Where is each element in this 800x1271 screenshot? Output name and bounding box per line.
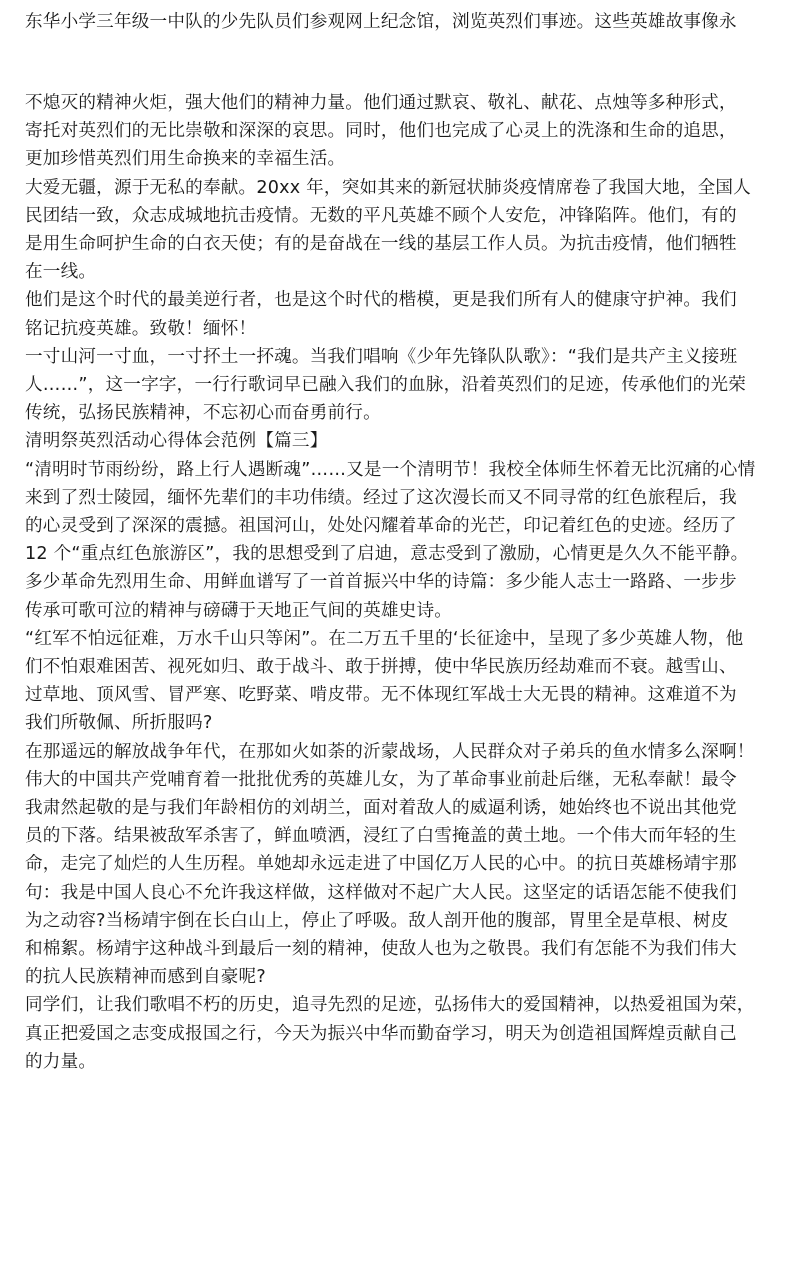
text-line: 我肃然起敬的是与我们年龄相仿的刘胡兰，面对着敌人的威逼利诱，她始终也不说出其他党 — [25, 798, 737, 818]
text-line: 来到了烈士陵园，缅怀先辈们的丰功伟绩。经过了这次漫长而又不同寻常的红色旅程后，我 — [25, 487, 737, 508]
text-line: 的抗人民族精神而感到自豪呢? — [25, 967, 266, 988]
text-line: 的心灵受到了深深的震撼。祖国河山，处处闪耀着革命的光芒，印记着红色的史迹。经历了 — [25, 516, 737, 536]
text-line: 我们所敬佩、所折服吗? — [25, 713, 213, 734]
text-line: 更加珍惜英烈们用生命换来的幸福生活。 — [25, 149, 346, 170]
text-line: 们不怕艰难困苦、视死如归、敢于战斗、敢于拼搏，使中华民族历经劫难而不衰。越雪山、 — [25, 657, 737, 677]
text-line: 多少革命先烈用生命、用鲜血谱写了一首首振兴中华的诗篇：多少能人志士一路路、一步步 — [25, 572, 737, 593]
text-line: 他们是这个时代的最美逆行者，也是这个时代的楷模，更是我们所有人的健康守护神。我们 — [25, 290, 737, 311]
text-line: 命，走完了灿烂的人生历程。单她却永远走进了中国亿万人民的心中。的抗日英雄杨靖宇那 — [25, 854, 737, 875]
text-line: 过草地、顶风雪、冒严寒、吃野菜、啃皮带。无不体现红军战士大无畏的精神。这难道不为 — [25, 685, 737, 706]
text-line: 员的下落。结果被敌军杀害了，鲜血喷洒，浸红了白雪掩盖的黄土地。一个伟大而年轻的生 — [25, 826, 737, 847]
text-line: 大爱无疆，源于无私的奉献。20xx 年，突如其来的新冠状肺炎疫情席卷了我国大地，全国人 — [25, 177, 751, 198]
text-line: 不熄灭的精神火炬，强大他们的精神力量。他们通过默哀、敬礼、献花、点烛等多种形式， — [25, 93, 737, 113]
text-line: 伟大的中国共产党哺育着一批批优秀的英雄儿女，为了革命事业前赴后继，无私奉献！最令 — [25, 769, 737, 790]
section-heading: 清明祭英烈活动心得体会范例【篇三】 — [25, 431, 328, 452]
text-line: 是用生命呵护生命的白衣天使；有的是奋战在一线的基层工作人员。为抗击疫情，他们牺牲 — [25, 234, 737, 254]
text-line: 的力量。 — [25, 1051, 97, 1072]
text-line: 民团结一致，众志成城地抗击疫情。无数的平凡英雄不顾个人安危，冲锋陷阵。他们，有的 — [25, 205, 737, 226]
text-line: “红军不怕远征难，万水千山只等闲”。在二万五千里的‘长征途中，呈现了多少英雄人物，他 — [25, 628, 744, 649]
text-line: 铭记抗疫英雄。致敬！缅怀！ — [25, 318, 257, 339]
text-line: 人……”，这一字字，一行行歌词早已融入我们的血脉，沿着英烈们的足迹，传承他们的光荣 — [25, 375, 747, 395]
text-line: 12 个“重点红色旅游区”，我的思想受到了启迪，意志受到了激励，心情更是久久不能平静。 — [25, 544, 749, 565]
text-line: 寄托对英烈们的无比崇敬和深深的哀思。同时，他们也完成了心灵上的洗涤和生命的追思， — [25, 121, 737, 142]
text-line: 真正把爱国之志变成报国之行，今天为振兴中华而勤奋学习，明天为创造祖国辉煌贡献自己 — [25, 1023, 737, 1044]
text-line: 传承可歌可泣的精神与磅礴于天地正气间的英雄史诗。 — [25, 600, 453, 621]
text-line: 句：我是中国人良心不允许我这样做，这样做对不起广大人民。这坚定的话语怎能不使我们 — [25, 882, 737, 903]
text-line: 和棉絮。杨靖宇这种战斗到最后一刻的精神，使敌人也为之敬畏。我们有怎能不为我们伟大 — [25, 939, 737, 959]
text-line: “清明时节雨纷纷，路上行人遇断魂”……又是一个清明节！我校全体师生怀着无比沉痛的心情 — [25, 459, 756, 480]
text-line: 一寸山河一寸血，一寸抔土一抔魂。当我们唱响《少年先锋队队歌》：“我们是共产主义接班 — [25, 346, 738, 367]
text-line: 东华小学三年级一中队的少先队员们参观网上纪念馆，浏览英烈们事迹。这些英雄故事像永 — [25, 12, 737, 32]
text-line: 在那遥远的解放战争年代，在那如火如荼的沂蒙战场，人民群众对子弟兵的鱼水情多么深啊！ — [25, 741, 755, 762]
text-line: 同学们，让我们歌唱不朽的历史，追寻先烈的足迹，弘扬伟大的爱国精神，以热爱祖国为荣， — [25, 995, 755, 1016]
text-line: 为之动容?当杨靖宇倒在长白山上，停止了呼吸。敌人剖开他的腹部，胃里全是草根、树皮 — [25, 910, 729, 931]
text-line: 在一线。 — [25, 262, 97, 283]
text-line: 传统，弘扬民族精神，不忘初心而奋勇前行。 — [25, 403, 381, 424]
